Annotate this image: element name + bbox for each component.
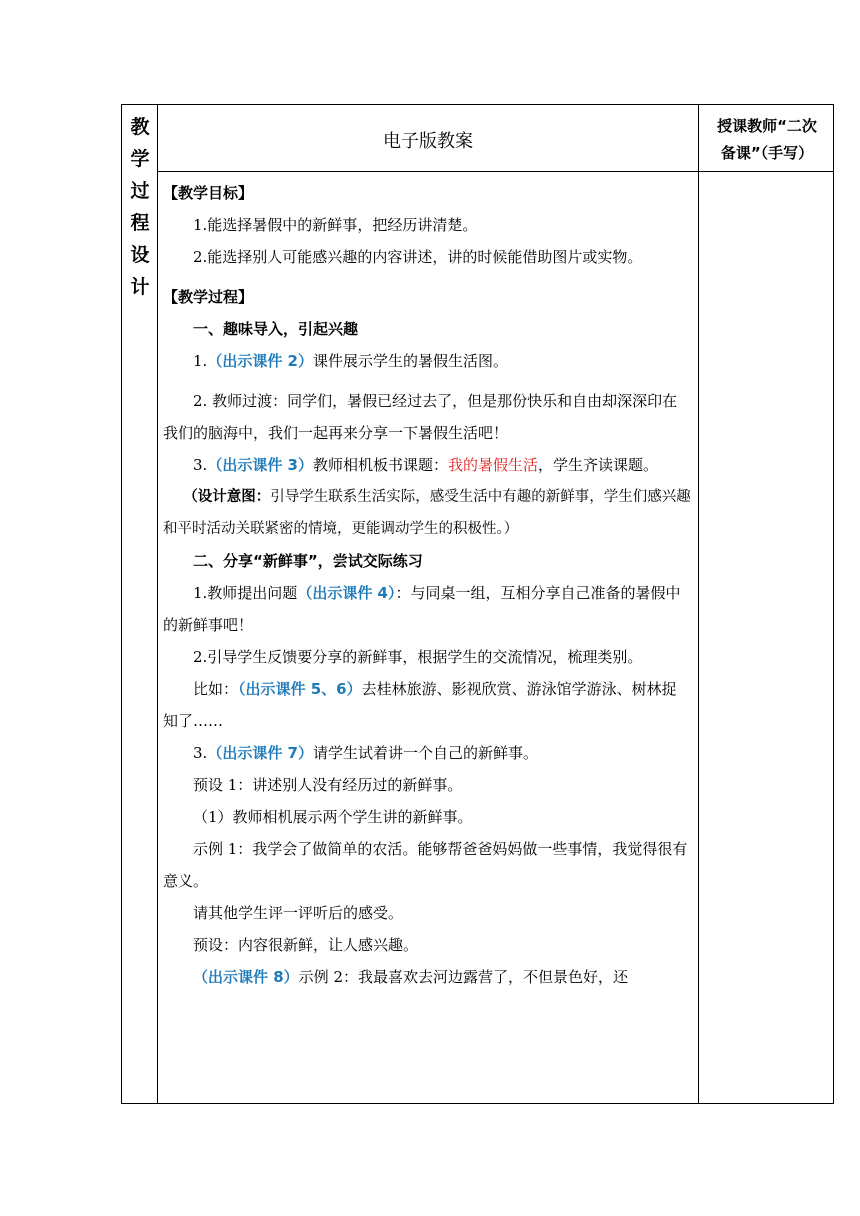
- process-heading: 【教学过程】: [163, 288, 254, 306]
- lesson-plan-table: [121, 104, 834, 1104]
- goal-item: 1.能选择暑假中的新鲜事，把经历讲清楚。: [193, 216, 478, 234]
- section-title: 一、趣味导入，引起兴趣: [193, 320, 359, 338]
- slide-tag: （出示课件 3）: [207, 456, 313, 474]
- step-text: 比如：: [193, 680, 239, 698]
- step-item: （1）教师相机展示两个学生讲的新鲜事。: [193, 808, 473, 826]
- step-item: [163, 345, 691, 377]
- step-item: [163, 961, 691, 993]
- step-item: [163, 673, 691, 737]
- step-item: 2. 教师过渡：同学们，暑假已经过去了，但是那份快乐和自由却深深印在我们的脑海中，我们一起再来分享一下暑假生活吧！: [163, 392, 678, 442]
- sidebar-char: 教: [130, 116, 150, 138]
- sidebar-char: 计: [130, 276, 150, 298]
- step-item: 2.引导学生反馈要分享的新鲜事，根据学生的交流情况，梳理类别。: [193, 648, 643, 666]
- step-number: 3.: [193, 744, 208, 762]
- teacher-notes-header: [700, 113, 834, 167]
- goal-heading: 【教学目标】: [163, 184, 254, 202]
- slide-tag: （出示课件 4）: [297, 584, 396, 602]
- step-text: ：与同桌一组，互相分享自己准备的暑假中的新鲜事吧！: [163, 584, 681, 634]
- step-item: 预设 1：讲述别人没有经历过的新鲜事。: [193, 776, 463, 794]
- step-item: 示例 1：我学会了做简单的农活。能够帮爸爸妈妈做一些事情，我觉得很有意义。: [163, 840, 688, 890]
- column-divider: [698, 105, 699, 1103]
- teacher-notes-line: 授课教师“二次: [717, 117, 817, 135]
- slide-tag: （出示课件 2）: [207, 352, 313, 370]
- design-note-label: （设计意图：: [183, 489, 271, 505]
- step-text: ，学生齐读课题。: [538, 456, 659, 474]
- step-item: [163, 577, 691, 641]
- step-number: 3.: [193, 456, 208, 474]
- sidebar-label: [128, 111, 152, 303]
- step-number: 1.: [193, 352, 208, 370]
- step-text: 课件展示学生的暑假生活图。: [312, 352, 508, 370]
- lesson-title-highlight: 我的暑假生活: [448, 456, 539, 474]
- slide-tag: （出示课件 7）: [207, 744, 313, 762]
- sidebar-char: 学: [130, 148, 150, 170]
- step-text: 1.教师提出问题: [193, 584, 298, 602]
- sidebar-char: 设: [130, 244, 150, 266]
- step-item: [163, 737, 691, 769]
- lesson-content: [163, 177, 691, 993]
- slide-tag: （出示课件 8）: [193, 968, 299, 986]
- column-divider: [157, 105, 158, 1103]
- slide-tag: （出示课件 5、6）: [238, 680, 362, 698]
- step-item: 请其他学生评一评听后的感受。: [193, 904, 404, 922]
- section-title: 二、分享“新鲜事”，尝试交际练习: [193, 552, 423, 570]
- step-text: 请学生试着讲一个自己的新鲜事。: [312, 744, 538, 762]
- sidebar-char: 过: [130, 180, 150, 202]
- page-title: 电子版教案: [383, 130, 473, 152]
- teacher-notes-line: 备课”（手写）: [720, 144, 814, 162]
- step-text: 去桂林旅游、影视欣赏、游泳馆学游泳、树林捉知了……: [163, 680, 677, 730]
- goal-item: 2.能选择别人可能感兴趣的内容讲述，讲的时候能借助图片或实物。: [193, 248, 643, 266]
- design-note-text: 引导学生联系生活实际，感受生活中有趣的新鲜事，学生们感兴趣和平时活动关联紧密的情境，更能调动学生的积极性。）: [163, 489, 691, 537]
- step-text: 教师相机板书课题：: [312, 456, 448, 474]
- step-item: [163, 449, 691, 481]
- step-item: 预设：内容很新鲜，让人感兴趣。: [193, 936, 419, 954]
- step-text: 示例 2：我最喜欢去河边露营了，不但景色好，还: [298, 968, 628, 986]
- design-note: [163, 481, 691, 545]
- sidebar-char: 程: [130, 212, 150, 234]
